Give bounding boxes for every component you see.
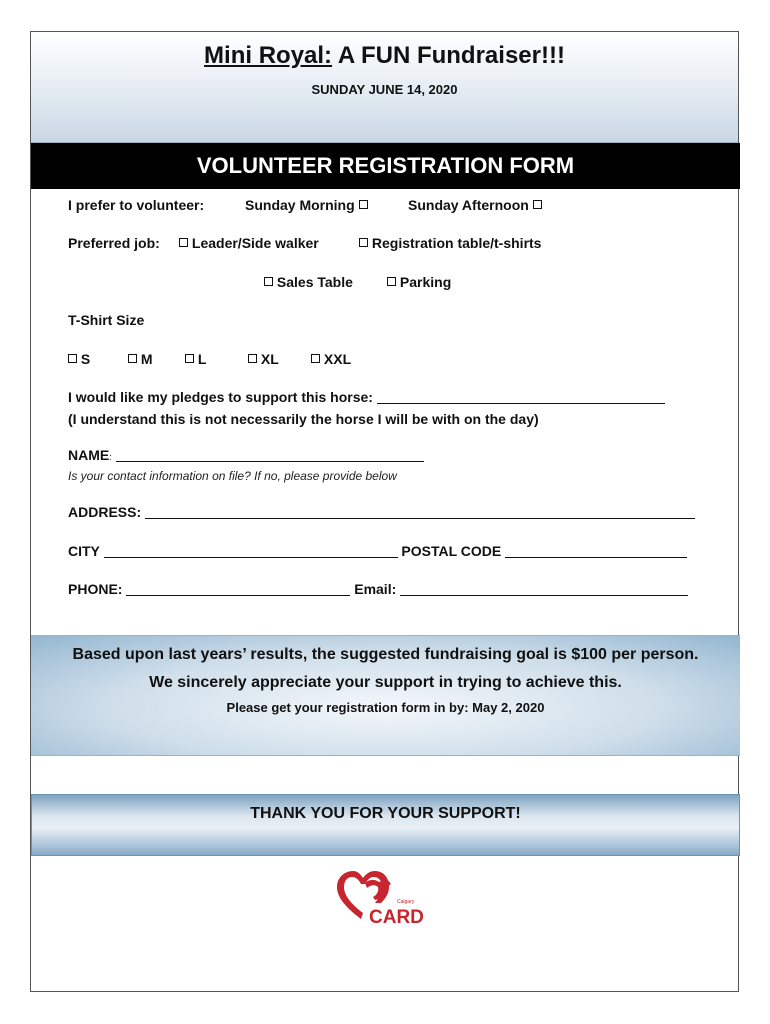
checkbox-registration[interactable] (359, 238, 368, 247)
event-title-name: Mini Royal: (204, 42, 333, 69)
checkbox-sunday-morning[interactable] (359, 200, 368, 209)
option-sunday-morning-label: Sunday Morning (245, 197, 355, 213)
size-xxl[interactable] (311, 351, 351, 367)
goal-statement: Based upon last years’ results, the suggested fundraising goal is $100 per person. (72, 646, 699, 663)
checkbox-size-xl[interactable] (248, 354, 257, 363)
size-l[interactable] (185, 351, 206, 367)
option-sunday-morning[interactable] (245, 197, 368, 213)
goal-deadline: Please get your registration form in by: May 2, 2020 (226, 700, 545, 715)
name-colon: : (109, 452, 112, 462)
option-registration[interactable] (359, 235, 541, 251)
email-field[interactable] (400, 583, 688, 596)
pledge-note: (I understand this is not necessarily the horse I will be with on the day) (68, 411, 539, 427)
option-leader[interactable] (179, 235, 319, 251)
event-title-tagline: A FUN Fundraiser!!! (332, 42, 565, 69)
pledge-horse-field[interactable] (377, 391, 665, 404)
option-registration-label: Registration table/t-shirts (371, 235, 542, 251)
size-m-label: M (140, 351, 153, 367)
checkbox-size-s[interactable] (68, 354, 77, 363)
header-banner (31, 32, 738, 143)
event-title (31, 42, 738, 70)
goal-appreciation: We sincerely appreciate your support in trying to achieve this. (149, 674, 622, 691)
size-xl-label: XL (260, 351, 279, 367)
address-label: ADDRESS: (68, 504, 142, 520)
pledge-label: I would like my pledges to support this horse: (68, 389, 373, 405)
phone-label: PHONE: (68, 581, 123, 597)
form-title-bar: VOLUNTEER REGISTRATION FORM (31, 143, 740, 189)
thank-you-banner: THANK YOU FOR YOUR SUPPORT! (31, 794, 740, 856)
name-label: NAME (68, 447, 110, 463)
postal-code-field[interactable] (505, 545, 687, 558)
checkbox-size-l[interactable] (185, 354, 194, 363)
size-s[interactable] (68, 351, 90, 367)
event-date: SUNDAY JUNE 14, 2020 (311, 82, 458, 97)
size-xl[interactable] (248, 351, 279, 367)
volunteer-label: I prefer to volunteer: (68, 197, 205, 213)
size-xxl-label: XXL (323, 351, 352, 367)
city-row (68, 543, 687, 559)
postal-code-label: POSTAL CODE (401, 543, 502, 559)
size-l-label: L (197, 351, 207, 367)
option-leader-label: Leader/Side walker (191, 235, 319, 251)
fundraising-goal-banner (31, 635, 740, 756)
option-sunday-afternoon[interactable] (408, 197, 542, 213)
phone-row (68, 581, 688, 597)
logo-small-text: Calgary (397, 899, 415, 905)
size-s-label: S (80, 351, 91, 367)
checkbox-sunday-afternoon[interactable] (533, 200, 542, 209)
checkbox-size-m[interactable] (128, 354, 137, 363)
size-m[interactable] (128, 351, 153, 367)
option-parking-label: Parking (399, 274, 452, 290)
tshirt-label: T-Shirt Size (68, 312, 145, 328)
form-page (30, 31, 739, 992)
city-field[interactable] (104, 545, 398, 558)
name-row (68, 447, 424, 463)
job-label: Preferred job: (68, 235, 160, 251)
name-field[interactable] (116, 449, 424, 462)
option-sales-label: Sales Table (276, 274, 353, 290)
checkbox-leader[interactable] (179, 238, 188, 247)
pledge-row (68, 389, 665, 405)
phone-field[interactable] (126, 583, 350, 596)
option-sunday-afternoon-label: Sunday Afternoon (408, 197, 529, 213)
checkbox-size-xxl[interactable] (311, 354, 320, 363)
card-logo (335, 867, 439, 927)
card-logo-heart-icon (335, 867, 439, 927)
address-row (68, 504, 695, 520)
city-label: CITY (68, 543, 100, 559)
address-field[interactable] (145, 506, 695, 519)
option-parking[interactable] (387, 274, 451, 290)
option-sales[interactable] (264, 274, 353, 290)
checkbox-parking[interactable] (387, 277, 396, 286)
logo-text: CARD (369, 907, 424, 927)
email-label: Email: (354, 581, 397, 597)
contact-on-file-note: Is your contact information on file? If no, please provide below (68, 469, 397, 483)
checkbox-sales[interactable] (264, 277, 273, 286)
